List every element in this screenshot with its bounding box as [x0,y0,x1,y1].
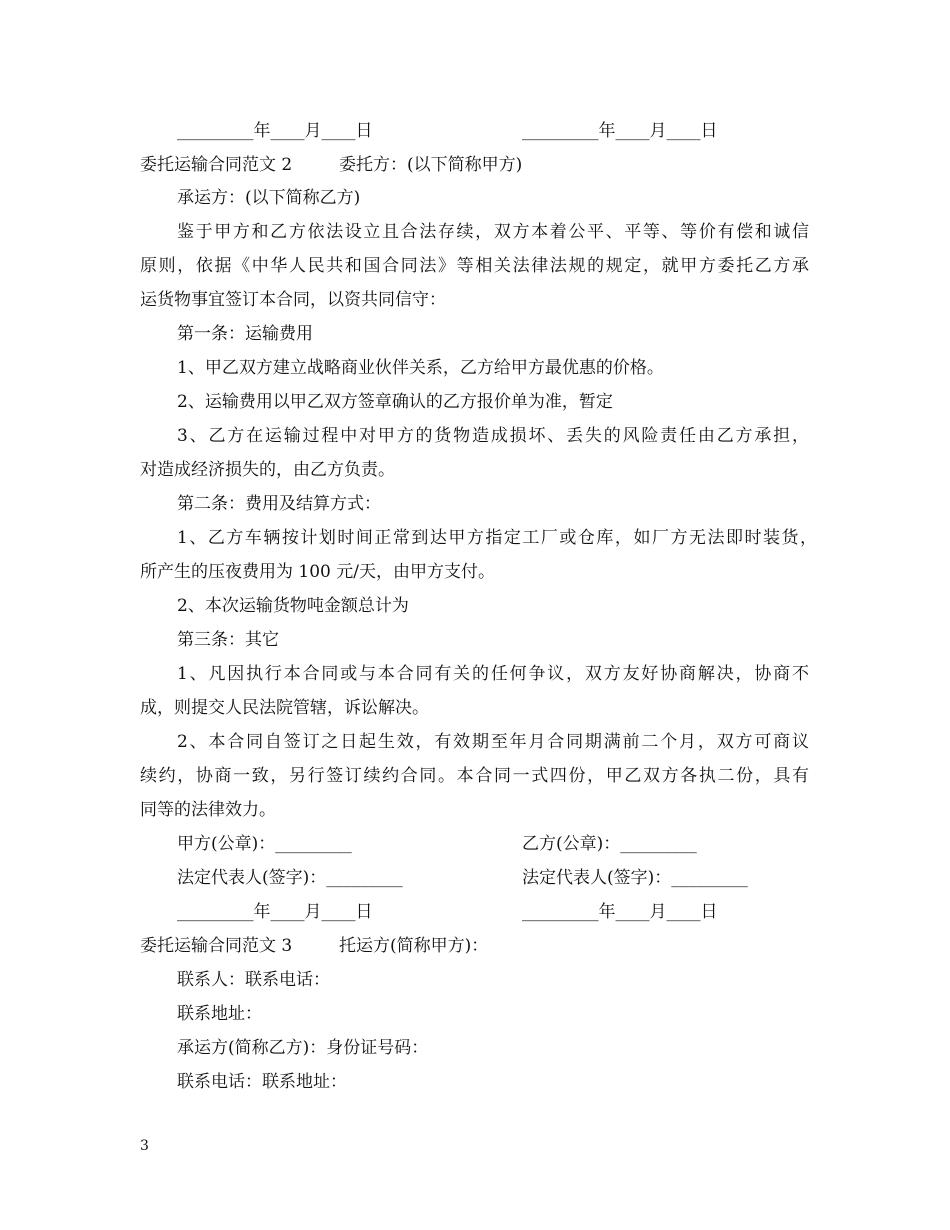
sample3-address: 联系地址： [177,1004,262,1024]
article2-item1-line1: 1、乙方车辆按计划时间正常到达甲方指定工厂或仓库，如厂方无法即时装货， [177,528,817,548]
intro-line-3: 运货物事宜签订本合同，以资共同信守： [140,290,446,310]
carrier-line: 承运方：(以下简称乙方) [177,188,361,208]
intro-line-2: 原则，依据《中华人民共和国合同法》等相关法律法规的规定，就甲方委托乙方承 [140,256,809,276]
intro-line-1: 鉴于甲方和乙方依法设立且合法存续，双方本着公平、平等、等价有偿和诚信 [177,222,809,242]
sample2-heading [140,155,820,175]
page-number: 3 [140,1138,149,1154]
article3-item2-line1: 2、本合同自签订之日起生效，有效期至年月合同期满前二个月，双方可商议 [177,732,809,752]
sample3-title: 委托运输合同范文 3 [140,936,293,956]
date-right: _________年____月____日 [522,121,718,141]
representative-line [177,868,857,888]
sample3-carrier: 承运方(简称乙方)：身份证号码： [177,1038,429,1058]
date-line-top [177,121,857,141]
party-a-seal: 甲方(公章)：_________ [177,834,352,854]
article2-item1-line2: 所产生的压夜费用为 100 元/天，由甲方支付。 [140,562,495,582]
sample3-contact: 联系人：联系电话： [177,970,330,990]
party-a-representative: 法定代表人(签字)：_________ [177,868,403,888]
article3-item1-line2: 成，则提交人民法院管辖，诉讼解决。 [140,698,429,718]
article2-title: 第二条：费用及结算方式： [177,494,381,514]
article1-item3-line1: 3、乙方在运输过程中对甲方的货物造成损坏、丢失的风险责任由乙方承担， [177,426,809,446]
seal-line [177,834,857,854]
date-right: _________年____月____日 [522,902,718,922]
party-b-representative: 法定代表人(签字)：_________ [522,868,748,888]
date-line-bottom [177,902,857,922]
sample2-consignor: 委托方：(以下简称甲方) [339,155,523,175]
article3-item2-line3: 同等的法律效力。 [140,800,276,820]
article1-item3-line2: 对造成经济损失的，由乙方负责。 [140,460,395,480]
date-left: _________年____月____日 [177,121,373,141]
article3-item1-line1: 1、凡因执行本合同或与本合同有关的任何争议，双方友好协商解决，协商不 [177,664,809,684]
sample2-title: 委托运输合同范文 2 [140,155,293,175]
article2-item2: 2、本次运输货物吨金额总计为 [177,596,409,616]
article3-title: 第三条：其它 [177,630,279,650]
article1-title: 第一条：运输费用 [177,324,313,344]
sample3-heading [140,936,820,956]
date-left: _________年____月____日 [177,902,373,922]
party-b-seal: 乙方(公章)：_________ [522,834,697,854]
sample3-phone-address: 联系电话：联系地址： [177,1072,347,1092]
article3-item2-line2: 续约，协商一致，另行签订续约合同。本合同一式四份，甲乙双方各执二份，具有 [140,766,809,786]
article1-item1: 1、甲乙双方建立战略商业伙伴关系，乙方给甲方最优惠的价格。 [177,358,664,378]
sample3-shipper: 托运方(简称甲方)： [339,936,489,956]
article1-item2: 2、运输费用以甲乙双方签章确认的乙方报价单为准，暂定 [177,392,613,412]
